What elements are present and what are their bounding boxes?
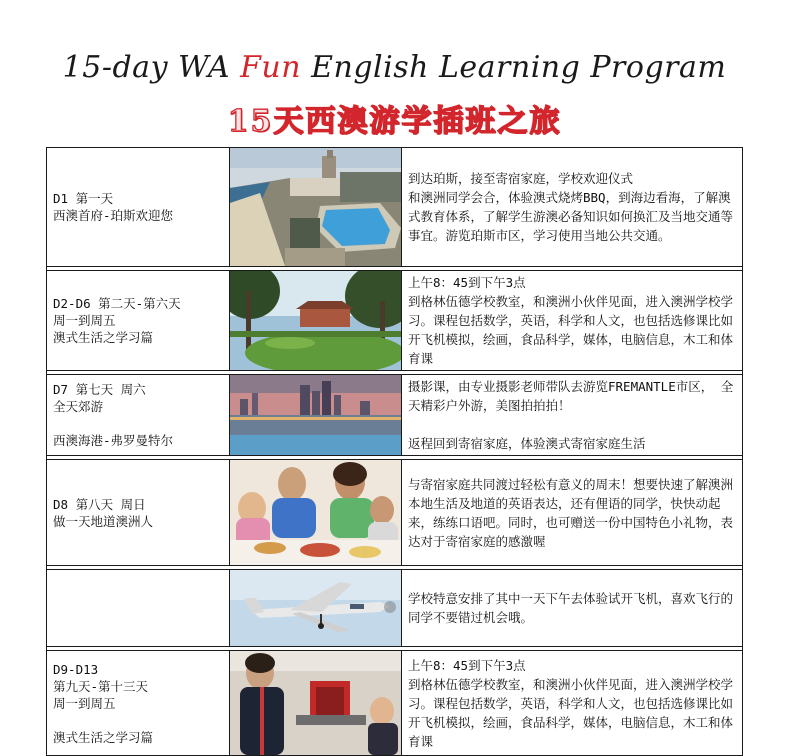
day-label: 澳式生活之学习篇 xyxy=(53,729,154,745)
day-cell xyxy=(47,375,230,456)
description-cell xyxy=(402,148,743,267)
description-line: 返程回到寄宿家庭，体验澳式寄宿家庭生活 xyxy=(408,436,646,451)
day-label: 西澳首府-珀斯欢迎您 xyxy=(53,208,174,223)
day-label xyxy=(53,712,229,729)
table-row xyxy=(47,460,743,566)
day-label: D1 第一天 xyxy=(53,191,114,206)
title-en-part: English Learning Program xyxy=(301,50,727,85)
description-line xyxy=(408,415,738,434)
description-cell xyxy=(402,375,743,456)
day-cell xyxy=(47,651,230,756)
description-line: 上午8：45到下午3点 xyxy=(408,275,526,290)
description-line: 学校特意安排了其中一天下午去体验试开飞机，喜欢飞行的同学不要错过机会哦。 xyxy=(408,591,734,625)
day-label: 第九天-第十三天 xyxy=(53,678,149,694)
day-cell xyxy=(47,460,230,566)
photo-cell xyxy=(230,375,402,456)
photo-cell xyxy=(230,460,402,566)
day-label: 西澳海港-弗罗曼特尔 xyxy=(53,433,174,448)
description-line: 到格林伍德学校教室，和澳洲小伙伴见面，进入澳洲学校学习。课程包括数学，英语，科学和人文，也包括选修课比如开飞机模拟，绘画，食品科学，媒体，电脑信息，木工和体育课 xyxy=(408,676,734,749)
description-line: 和澳洲同学会合，体验澳式烧烤BBQ，到海边看海，了解澳式教育体系，了解学生游澳必备知识如何换汇及当地交通等事宜。游览珀斯市区，学习使用当地公共交通。 xyxy=(408,190,734,243)
program-title-en xyxy=(0,50,789,85)
table-row xyxy=(47,375,743,456)
description-line: 到格林伍德学校教室，和澳洲小伙伴见面，进入澳洲学校学习。课程包括数学，英语，科学和人文，也包括选修课比如开飞机模拟，绘画，食品科学，媒体，电脑信息，木工和体育课 xyxy=(408,294,734,366)
day-label: 做一天地道澳洲人 xyxy=(53,513,154,529)
photo-cell xyxy=(230,148,402,267)
table-row xyxy=(47,651,743,756)
description-cell xyxy=(402,570,743,647)
photo-cell xyxy=(230,651,402,756)
day-cell xyxy=(47,570,230,647)
day-cell xyxy=(47,148,230,267)
table-row xyxy=(47,271,743,371)
description-cell xyxy=(402,651,743,756)
day-label: 澳式生活之学习篇 xyxy=(53,330,154,345)
day-label: D8 第八天 周日 xyxy=(53,496,146,512)
day-label: D9-D13 xyxy=(53,661,99,677)
day-label: D2-D6 第二天-第六天 xyxy=(53,296,181,311)
table-row xyxy=(47,148,743,267)
school-campus-photo xyxy=(230,271,401,370)
description-line: 与寄宿家庭共同渡过轻松有意义的周末！想要快速了解澳洲本地生活及地道的英语表达，还有俚语的同学，快快动起来，练练口语吧。同时，也可赠送一份中国特色小礼物，表达对于寄宿家庭的感激喔 xyxy=(408,476,734,549)
perth-beach-photo xyxy=(230,148,401,266)
family-dinner-photo xyxy=(230,460,401,565)
workshop-class-photo xyxy=(230,651,401,755)
photo-cell xyxy=(230,570,402,647)
day-label: 全天郊游 xyxy=(53,399,104,414)
description-line: 上午8：45到下午3点 xyxy=(408,657,526,673)
day-cell xyxy=(47,271,230,371)
description-cell xyxy=(402,271,743,371)
title-en-part: 15-day WA xyxy=(62,50,241,85)
program-title-cn: 15天西澳游学插班之旅 xyxy=(227,104,562,139)
day-label: 周一到周五 xyxy=(53,695,116,711)
day-label: D7 第七天 周六 xyxy=(53,382,146,397)
title-en-fun-word: Fun xyxy=(240,50,302,85)
day-label: 周一到周五 xyxy=(53,313,116,328)
itinerary-table xyxy=(46,147,743,756)
description-line: 到达珀斯，接至寄宿家庭，学校欢迎仪式 xyxy=(408,171,634,186)
description-line: 摄影课，由专业摄影老师带队去游览FREMANTLE市区， 全天精彩户外游，美图拍拍拍！ xyxy=(408,379,734,413)
perth-skyline-photo xyxy=(230,375,401,455)
airplane-photo xyxy=(230,570,401,646)
description-cell xyxy=(402,460,743,566)
photo-cell xyxy=(230,271,402,371)
day-label xyxy=(53,415,229,432)
table-row xyxy=(47,570,743,647)
